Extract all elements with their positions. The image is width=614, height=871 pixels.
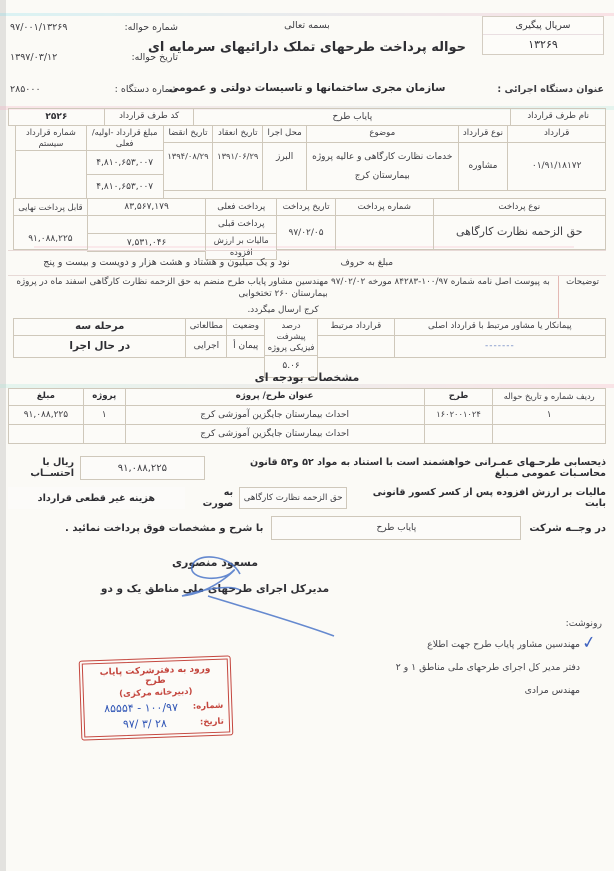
contract-party-row xyxy=(8,108,606,126)
payment-no-value xyxy=(335,216,434,250)
contract-amount-current: ۴,۸۱۰,۶۵۳,۰۰۷ xyxy=(86,175,164,199)
scanner-edge-shadow xyxy=(0,0,6,871)
budget-title-header: عنوان طرح/ پروژه xyxy=(125,388,424,406)
budget-section-title: مشخصات بودجه ای xyxy=(254,371,360,384)
stamp-line1: ورود به دفترشرکت پایاب طرح xyxy=(99,664,211,687)
havaleh-date-label: تاریخ حواله: xyxy=(131,52,178,63)
subject-header: موضوع xyxy=(306,125,458,143)
vat-row-label: مالیات بر ارزش افزوده xyxy=(205,234,277,259)
contract-no-header: قرارداد xyxy=(507,125,606,143)
budget-plan-code: ۱۶۰۲۰۰۱۰۲۴ xyxy=(424,405,493,425)
main-contractor-header: پیمانکار یا مشاور مرتبط با قرارداد اصلی xyxy=(394,318,606,336)
party-name-label: نام طرف قرارداد xyxy=(510,108,606,126)
agency-title-label: عنوان دستگاه اجرائی : xyxy=(497,84,604,95)
as-label: به صورت xyxy=(202,487,234,509)
contract-amount-header: مبلغ قرارداد -اولیه/فعلی xyxy=(86,125,164,151)
cc-block xyxy=(302,618,602,696)
field-havaleh-date xyxy=(10,52,178,63)
stamp-date-row xyxy=(90,715,224,733)
accounting-text: ذیحسابی طرحـهای عمـرانی خواهشمند است با استناد به مواد ۵۲ و۵۳ قانون محاسـبات عمومی مـبلغ xyxy=(250,457,606,479)
budget-amount-value: ۹۱,۰۸۸,۲۲۵ xyxy=(8,405,83,425)
stamp-date-value: ۹۷/ ۳/ ۲۸ xyxy=(122,717,167,731)
party-name-value: پایاب طرح xyxy=(193,108,510,126)
expiry-date-value: ۱۳۹۴/۰۸/۲۹ xyxy=(163,143,214,191)
check-mark-icon: ✓ xyxy=(580,632,598,654)
current-payment-value: ۸۳,۵۶۷,۱۷۹ xyxy=(87,198,207,216)
budget-plan-header: طرح xyxy=(424,388,493,406)
amount-in-words-row xyxy=(8,250,606,276)
study-header: مطالعاتی xyxy=(185,318,227,336)
field-device-number xyxy=(10,84,178,95)
payment-date-header: تاریخ پرداخت xyxy=(276,198,336,216)
notes-label: توضیحات xyxy=(558,276,606,318)
payment-type-value: حق الزحمه نظارت کارگاهی xyxy=(433,216,606,250)
stamp-number-value: ۸۵۵۵۴ - ۱۰۰/۹۷ xyxy=(104,700,179,716)
vat-for-box: حق الزحمه نظارت کارگاهی xyxy=(239,487,347,509)
payment-no-header: شماره پرداخت xyxy=(335,198,434,216)
budget-table xyxy=(8,388,606,444)
budget-title-line1: احداث بیمارستان جایگزین آموزشی کرج xyxy=(125,405,424,425)
status-header: وضعیت xyxy=(226,318,265,336)
final-payable-label: قابل پرداخت نهایی xyxy=(13,198,88,216)
vat-instruction-row xyxy=(8,487,606,509)
accounting-instruction-row xyxy=(8,456,606,480)
contract-type-value: مشاوره xyxy=(458,143,509,191)
location-value: البرز xyxy=(262,143,307,191)
notes-text: به پیوست اصل نامه شماره ۱۰۰/۹۷-۸۴۲۸۳ مورخه ۹۷/۰۲/۰۲ مهندسین مشاور پایاب طرح منضم به حق الزحمه نظارت کارگاهی اسفند ماه در پروژه بیمارستان ۲۶۰ تختخوابی کرج ارسال میگردد. xyxy=(16,277,550,315)
related-contract-value xyxy=(317,336,395,358)
stamp-number-label: شماره: xyxy=(192,700,224,712)
previous-payment-value xyxy=(87,216,207,234)
contract-detail-row xyxy=(8,125,606,199)
havaleh-date-value: ۱۳۹۷/۰۳/۱۲ xyxy=(10,52,58,63)
subject-value: خدمات نظارت کارگاهی و عالیه پروژه بیمارستان کرج xyxy=(306,143,458,191)
pay-to-row xyxy=(8,516,606,540)
basmala: بسمه تعالی xyxy=(284,20,330,31)
progress-value: ۵.۰۶ xyxy=(264,356,318,378)
budget-project-header: پروژه xyxy=(83,388,125,406)
budget-row-header: ردیف شماره و تاریخ حواله xyxy=(492,388,606,406)
system-contract-no-header: شماره قرارداد سیستم xyxy=(15,125,87,151)
contract-type-header: نوع قرارداد xyxy=(458,125,509,143)
expiry-date-header: تاریخ انقضا xyxy=(163,125,214,143)
system-contract-no-value xyxy=(15,151,87,199)
sign-date-value: ۱۳۹۱/۰۶/۲۹ xyxy=(212,143,263,191)
signature-block xyxy=(95,556,335,595)
signatory-role: مدیرکل اجرای طرحهای ملی مناطق یک و دو xyxy=(100,583,330,595)
as-value: هزینه غیر قطعی قرارداد xyxy=(8,487,185,509)
stamp-number-row xyxy=(89,699,223,717)
pay-tail: با شرح و مشخصات فوق پرداخت نمائید . xyxy=(65,522,264,534)
budget-row-no: ۱ xyxy=(492,405,606,425)
budget-amount-header: مبلغ xyxy=(8,388,83,406)
cc-item: دفتر مدیر کل اجرای طرحهای ملی مناطق ۱ و ۲ xyxy=(395,662,580,673)
status-value: پیمان أ xyxy=(226,336,265,358)
progress-header: درصد پیشرفت فیزیکی پروژه xyxy=(264,318,318,356)
stamp-line2: (دبیرخانه مرکزی) xyxy=(119,686,193,700)
main-contractor-value: ------- xyxy=(394,336,606,358)
havaleh-number-label: شماره حواله: xyxy=(124,22,178,33)
stamp-date-label: تاریخ: xyxy=(199,716,225,727)
budget-title-line2: احداث بیمارستان جایگزین آموزشی کرج xyxy=(125,424,424,444)
contract-no-value: ۰۱/۹۱/۱۸۱۷۲ xyxy=(507,143,606,191)
device-number-value: ۲۸۵۰۰۰ xyxy=(10,84,41,95)
location-header: محل اجرا xyxy=(262,125,307,143)
final-payable-value: ۹۱,۰۸۸,۲۲۵ xyxy=(13,216,88,250)
cc-item: مهندس مرادی xyxy=(524,685,580,696)
accounting-amount-box: ۹۱,۰۸۸,۲۲۵ xyxy=(80,456,205,480)
payment-date-value: ۹۷/۰۲/۰۵ xyxy=(276,216,336,250)
organization-name: سازمان مجری ساختمانها و تاسیسات دولتی و عمومی xyxy=(168,82,446,94)
havaleh-number-value: ۹۷/۰۰۱/۱۳۲۶۹ xyxy=(10,22,68,33)
pay-to-box: پایاب طرح xyxy=(271,516,521,540)
vat-row-value: ۷,۵۳۱,۰۴۶ xyxy=(87,234,207,252)
accounting-tail: ریال با احتســاب xyxy=(30,457,75,479)
party-code-value: ۲۵۲۶ xyxy=(8,108,104,126)
signatory-name: مسعود منصوری xyxy=(171,556,259,569)
party-code-label: کد طرف قرارداد xyxy=(104,108,194,126)
stage-value: در حال اجرا xyxy=(13,336,186,358)
contract-table xyxy=(8,108,606,260)
cc-item: ✓ مهندسین مشاور پایاب طرح جهت اطلاع xyxy=(427,632,598,654)
device-number-label: شماره دستگاه : xyxy=(114,84,178,95)
current-payment-label: پرداخت فعلی xyxy=(205,198,277,216)
cc-label: رونوشت: xyxy=(565,618,602,629)
form-title: حواله پرداخت طرحهای تملک دارائیهای سرمایه ای xyxy=(148,40,466,55)
amount-words-value: نود و یک میلیون و هشتاد و هشت هزار و دویست و بیست و پنج xyxy=(43,256,290,268)
vat-text: مالیات بر ارزش افزوده پس از کسر کسور قانونی بابت xyxy=(372,487,606,509)
payment-type-header: نوع پرداخت xyxy=(433,198,606,216)
related-contract-header: قرارداد مرتبط xyxy=(317,318,395,336)
notes-row xyxy=(8,276,606,318)
study-value: اجرایی xyxy=(185,336,227,358)
tracking-serial-label: سریال پیگیری xyxy=(483,17,603,35)
sign-date-header: تاریخ انعقاد xyxy=(212,125,263,143)
pay-to-label: در وجــه شرکت xyxy=(529,522,606,534)
tracking-serial-box xyxy=(482,16,604,55)
amount-words-label: مبلغ به حروف xyxy=(340,257,394,268)
company-entry-stamp xyxy=(79,655,234,740)
previous-payment-label: پرداخت قبلی xyxy=(205,216,277,234)
field-havaleh-number xyxy=(10,22,178,33)
tracking-serial-value: ۱۳۲۶۹ xyxy=(528,38,558,51)
stage-header: مرحله سه xyxy=(13,318,186,336)
contract-amount-initial: ۴,۸۱۰,۶۵۳,۰۰۷ xyxy=(86,151,164,175)
budget-project-no: ۱ xyxy=(83,405,125,425)
